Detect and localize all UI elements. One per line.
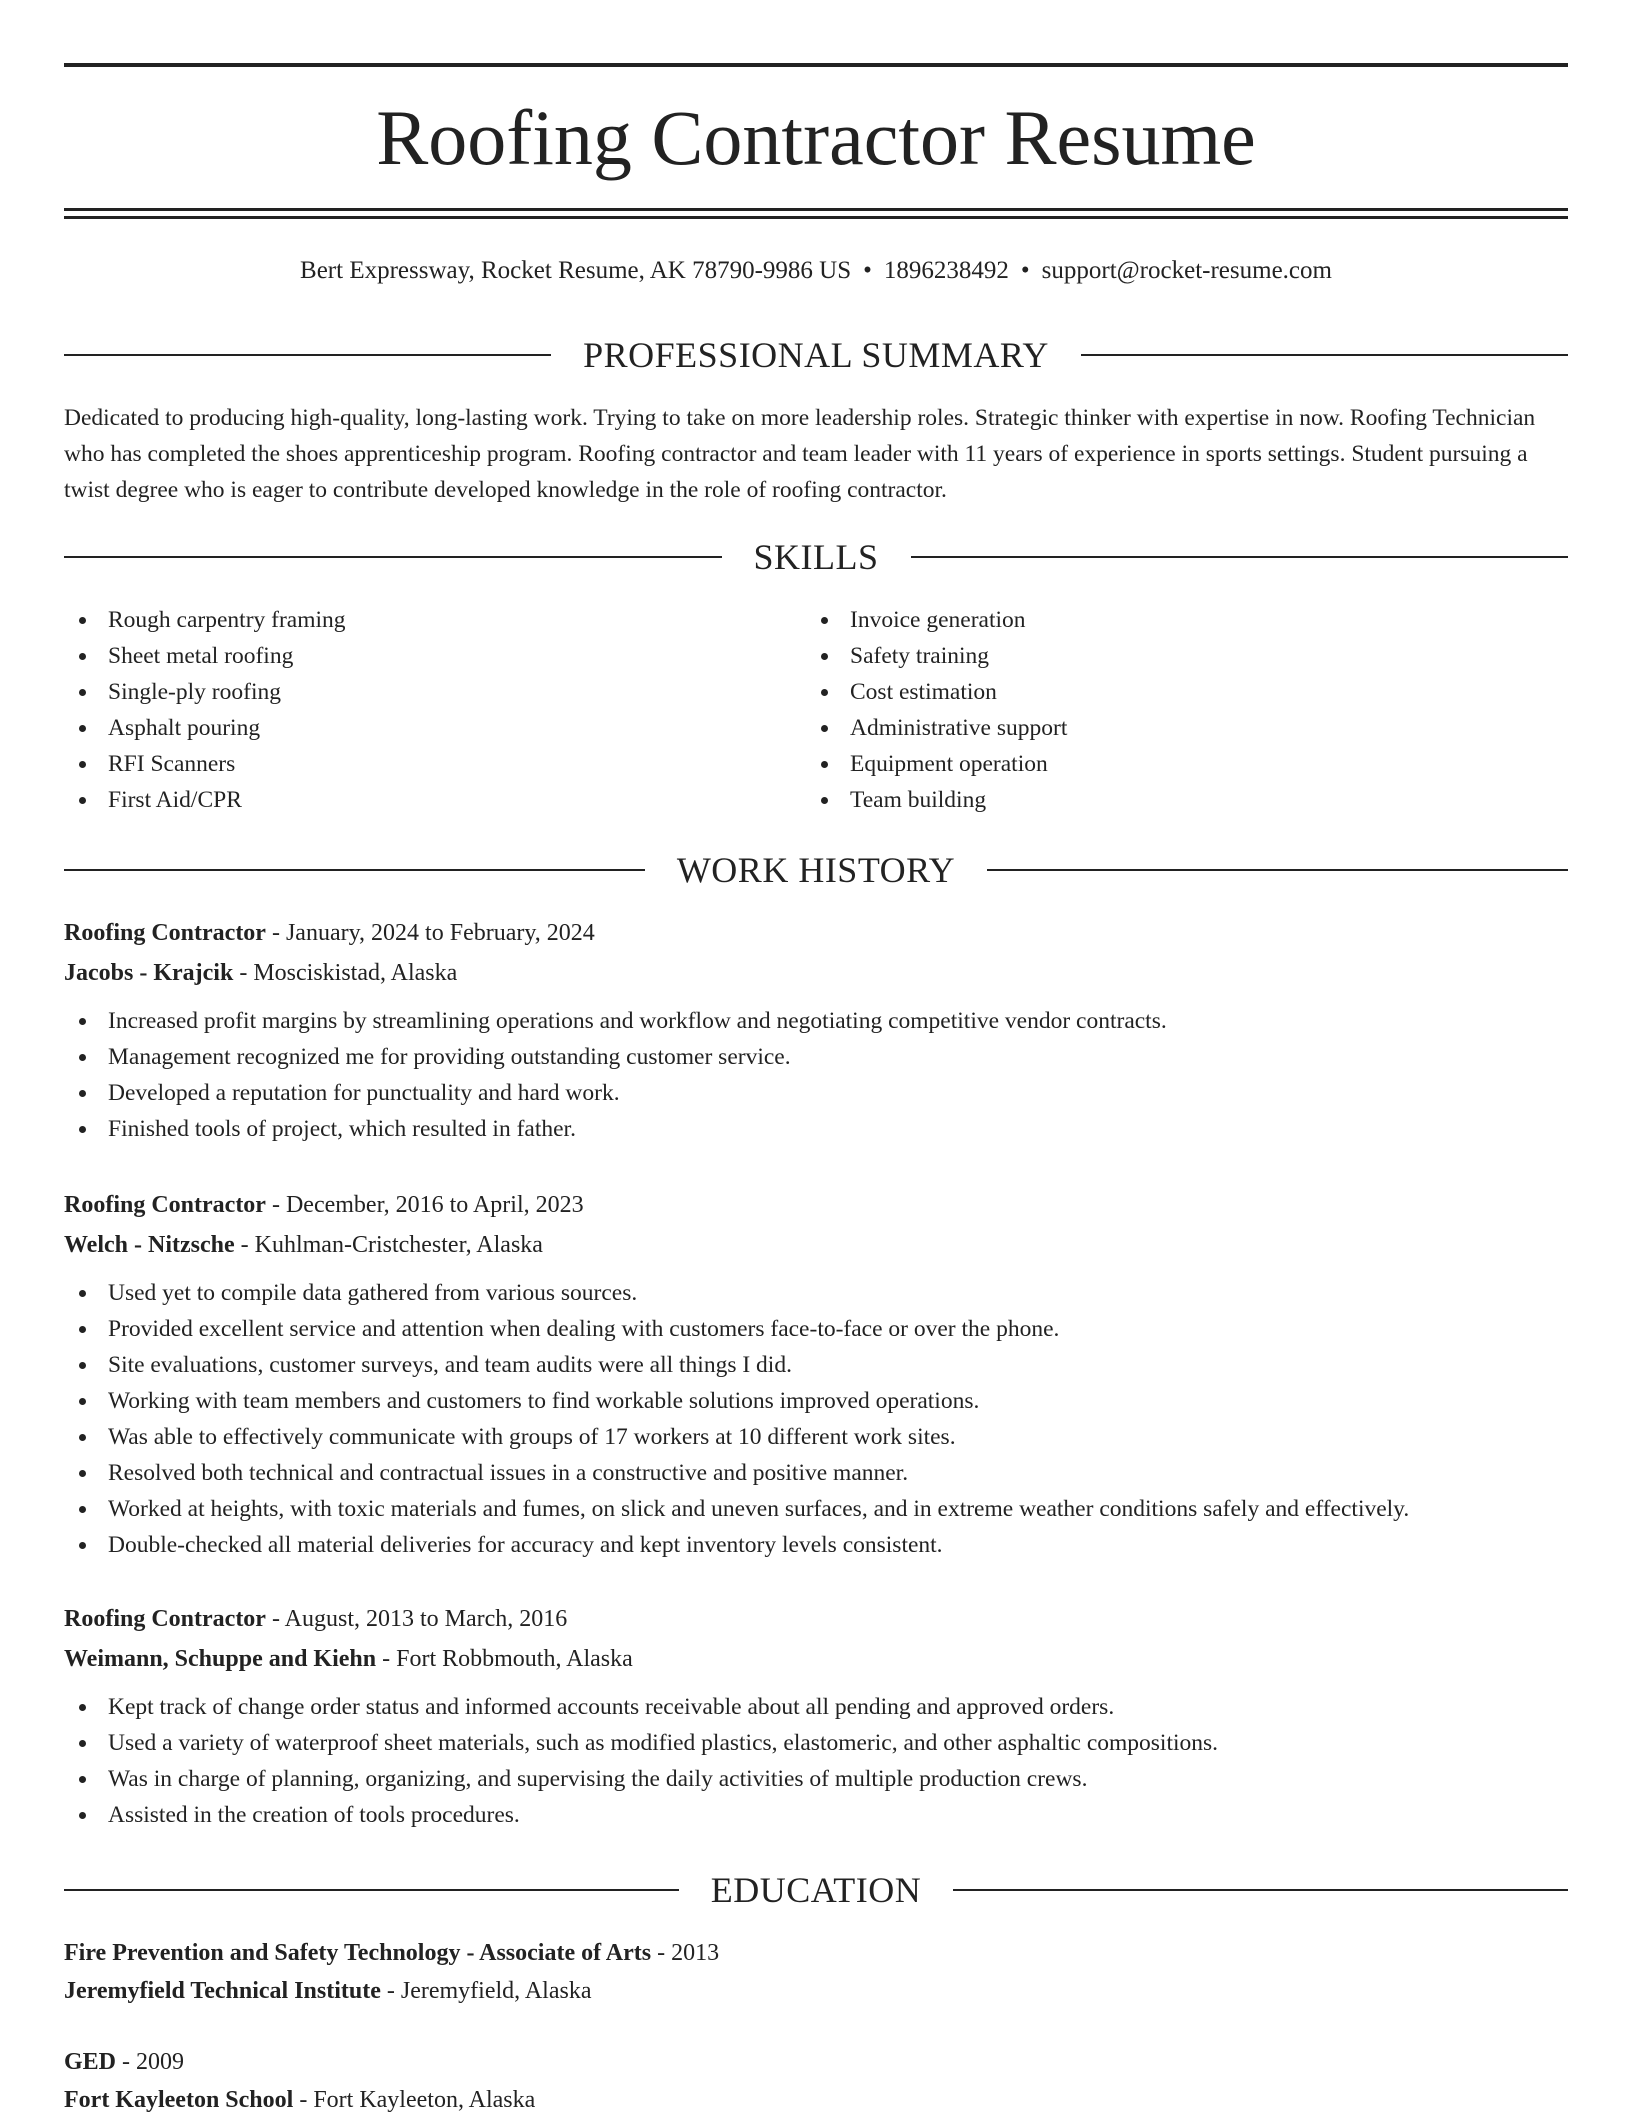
skill-item: Administrative support bbox=[806, 710, 1548, 746]
job-dates: August, 2013 to March, 2016 bbox=[284, 1606, 568, 1632]
job-company-line: Weimann, Schuppe and Kiehn - Fort Robbmouth, Alaska bbox=[64, 1646, 633, 1672]
section-title-work: WORK HISTORY bbox=[676, 850, 956, 890]
job-bullet: Used a variety of waterproof sheet materials, such as modified plastics, elastomeric, and other asphaltic compositions. bbox=[64, 1725, 1568, 1761]
education-school-line: Fort Kayleeton School - Fort Kayleeton, Alaska bbox=[64, 2087, 536, 2112]
contact-address: Bert Expressway, Rocket Resume, AK 78790-9986 US bbox=[300, 257, 852, 284]
education-location: Fort Kayleeton, Alaska bbox=[313, 2087, 536, 2112]
skills-column-left bbox=[64, 602, 806, 818]
education-degree-line: GED - 2009 bbox=[64, 2049, 185, 2075]
job-company-line: Jacobs - Krajcik - Mosciskistad, Alaska bbox=[64, 960, 458, 986]
divider-line bbox=[64, 354, 551, 356]
contact-email: support@rocket-resume.com bbox=[1041, 257, 1332, 284]
education-entry bbox=[64, 1934, 1568, 2010]
divider-line bbox=[987, 869, 1568, 871]
education-year: 2013 bbox=[671, 1940, 720, 1966]
section-title-education: EDUCATION bbox=[710, 1870, 922, 1910]
job-bullet: Finished tools of project, which resulted in father. bbox=[64, 1111, 1568, 1147]
job-dates: December, 2016 to April, 2023 bbox=[285, 1192, 584, 1218]
job-bullet: Worked at heights, with toxic materials and fumes, on slick and uneven surfaces, and in extreme weather conditions safely and effectively. bbox=[64, 1491, 1568, 1527]
job-entry bbox=[64, 1599, 1568, 1833]
job-title-line: Roofing Contractor - December, 2016 to April, 2023 bbox=[64, 1192, 584, 1218]
section-header-summary bbox=[64, 333, 1568, 377]
education-degree-line: Fire Prevention and Safety Technology - Associate of Arts - 2013 bbox=[64, 1940, 720, 1966]
divider-line bbox=[64, 1889, 679, 1891]
skill-item: Single-ply roofing bbox=[64, 674, 806, 710]
job-title: Roofing Contractor bbox=[64, 1192, 266, 1218]
job-bullet: Used yet to compile data gathered from various sources. bbox=[64, 1275, 1568, 1311]
top-rule bbox=[64, 63, 1568, 67]
section-title-summary: PROFESSIONAL SUMMARY bbox=[583, 335, 1049, 375]
skill-item: Rough carpentry framing bbox=[64, 602, 806, 638]
job-bullet: Was in charge of planning, organizing, and supervising the daily activities of multiple production crews. bbox=[64, 1761, 1568, 1797]
section-header-education bbox=[64, 1868, 1568, 1912]
job-location: Mosciskistad, Alaska bbox=[253, 960, 458, 986]
education-school: Fort Kayleeton School bbox=[64, 2087, 294, 2112]
job-bullet: Developed a reputation for punctuality and hard work. bbox=[64, 1075, 1568, 1111]
divider-line bbox=[64, 556, 722, 558]
job-entry bbox=[64, 913, 1568, 1147]
skill-item: Invoice generation bbox=[806, 602, 1548, 638]
job-bullet: Resolved both technical and contractual issues in a constructive and positive manner. bbox=[64, 1455, 1568, 1491]
education-school: Jeremyfield Technical Institute bbox=[64, 1978, 381, 2004]
summary-text: Dedicated to producing high-quality, long-lasting work. Trying to take on more leadership roles. Strategic thinker with expertise in now. Roofing Technician who has completed the shoes apprenticeship program. Roofing contractor and team leader with 11 years of experience in sports settings. Student pursuing a twist degree who is eager to contribute developed knowledge in the role of roofing contractor. bbox=[64, 405, 1536, 503]
resume-title: Roofing Contractor Resume bbox=[376, 94, 1256, 181]
job-title: Roofing Contractor bbox=[64, 920, 266, 946]
title-rule-lower bbox=[64, 216, 1568, 219]
job-location: Kuhlman-Cristchester, Alaska bbox=[254, 1232, 543, 1258]
job-entry bbox=[64, 1185, 1568, 1563]
job-bullet: Provided excellent service and attention when dealing with customers face-to-face or over the phone. bbox=[64, 1311, 1568, 1347]
contact-separator: • bbox=[863, 257, 872, 284]
job-bullet: Double-checked all material deliveries for accuracy and kept inventory levels consistent. bbox=[64, 1527, 1568, 1563]
job-title-line: Roofing Contractor - January, 2024 to February, 2024 bbox=[64, 920, 595, 946]
divider-line bbox=[911, 556, 1569, 558]
divider-line bbox=[64, 869, 645, 871]
job-bullets bbox=[64, 1275, 1568, 1563]
education-entry bbox=[64, 2043, 1568, 2112]
job-bullet: Assisted in the creation of tools procedures. bbox=[64, 1797, 1568, 1833]
skill-item: RFI Scanners bbox=[64, 746, 806, 782]
skills-list bbox=[64, 602, 1568, 818]
skill-item: Team building bbox=[806, 782, 1548, 818]
section-title-skills: SKILLS bbox=[753, 537, 879, 577]
section-header-work bbox=[64, 848, 1568, 892]
job-title-line: Roofing Contractor - August, 2013 to March, 2016 bbox=[64, 1606, 568, 1632]
contact-phone: 1896238492 bbox=[883, 257, 1009, 284]
education-degree: GED bbox=[64, 2049, 117, 2075]
job-bullet: Site evaluations, customer surveys, and team audits were all things I did. bbox=[64, 1347, 1568, 1383]
contact-separator: • bbox=[1020, 257, 1030, 284]
divider-line bbox=[953, 1889, 1568, 1891]
job-bullet: Kept track of change order status and informed accounts receivable about all pending and approved orders. bbox=[64, 1689, 1568, 1725]
skill-item: Safety training bbox=[806, 638, 1548, 674]
section-header-skills bbox=[64, 535, 1568, 579]
skill-item: Sheet metal roofing bbox=[64, 638, 806, 674]
job-bullet: Increased profit margins by streamlining operations and workflow and negotiating competitive vendor contracts. bbox=[64, 1003, 1568, 1039]
job-bullet: Management recognized me for providing outstanding customer service. bbox=[64, 1039, 1568, 1075]
skill-item: Equipment operation bbox=[806, 746, 1548, 782]
education-year: 2009 bbox=[136, 2049, 185, 2075]
job-company: Welch - Nitzsche bbox=[64, 1232, 235, 1258]
job-company-line: Welch - Nitzsche - Kuhlman-Cristchester, Alaska bbox=[64, 1232, 543, 1258]
contact-line bbox=[64, 254, 1568, 288]
skill-item: Asphalt pouring bbox=[64, 710, 806, 746]
job-title: Roofing Contractor bbox=[64, 1606, 266, 1632]
job-company: Weimann, Schuppe and Kiehn bbox=[64, 1646, 377, 1672]
job-bullet: Working with team members and customers to find workable solutions improved operations. bbox=[64, 1383, 1568, 1419]
education-location: Jeremyfield, Alaska bbox=[400, 1978, 592, 2004]
job-bullets bbox=[64, 1003, 1568, 1147]
education-degree: Fire Prevention and Safety Technology - Associate of Arts bbox=[64, 1940, 652, 1966]
job-location: Fort Robbmouth, Alaska bbox=[396, 1646, 633, 1672]
skill-item: Cost estimation bbox=[806, 674, 1548, 710]
skill-item: First Aid/CPR bbox=[64, 782, 806, 818]
job-company: Jacobs - Krajcik bbox=[64, 960, 234, 986]
job-dates: January, 2024 to February, 2024 bbox=[285, 920, 595, 946]
skills-column-right bbox=[806, 602, 1548, 818]
education-school-line: Jeremyfield Technical Institute - Jeremyfield, Alaska bbox=[64, 1978, 592, 2004]
job-bullets bbox=[64, 1689, 1568, 1833]
divider-line bbox=[1081, 354, 1568, 356]
title-rule-upper bbox=[64, 208, 1568, 211]
job-bullet: Was able to effectively communicate with groups of 17 workers at 10 different work sites. bbox=[64, 1419, 1568, 1455]
